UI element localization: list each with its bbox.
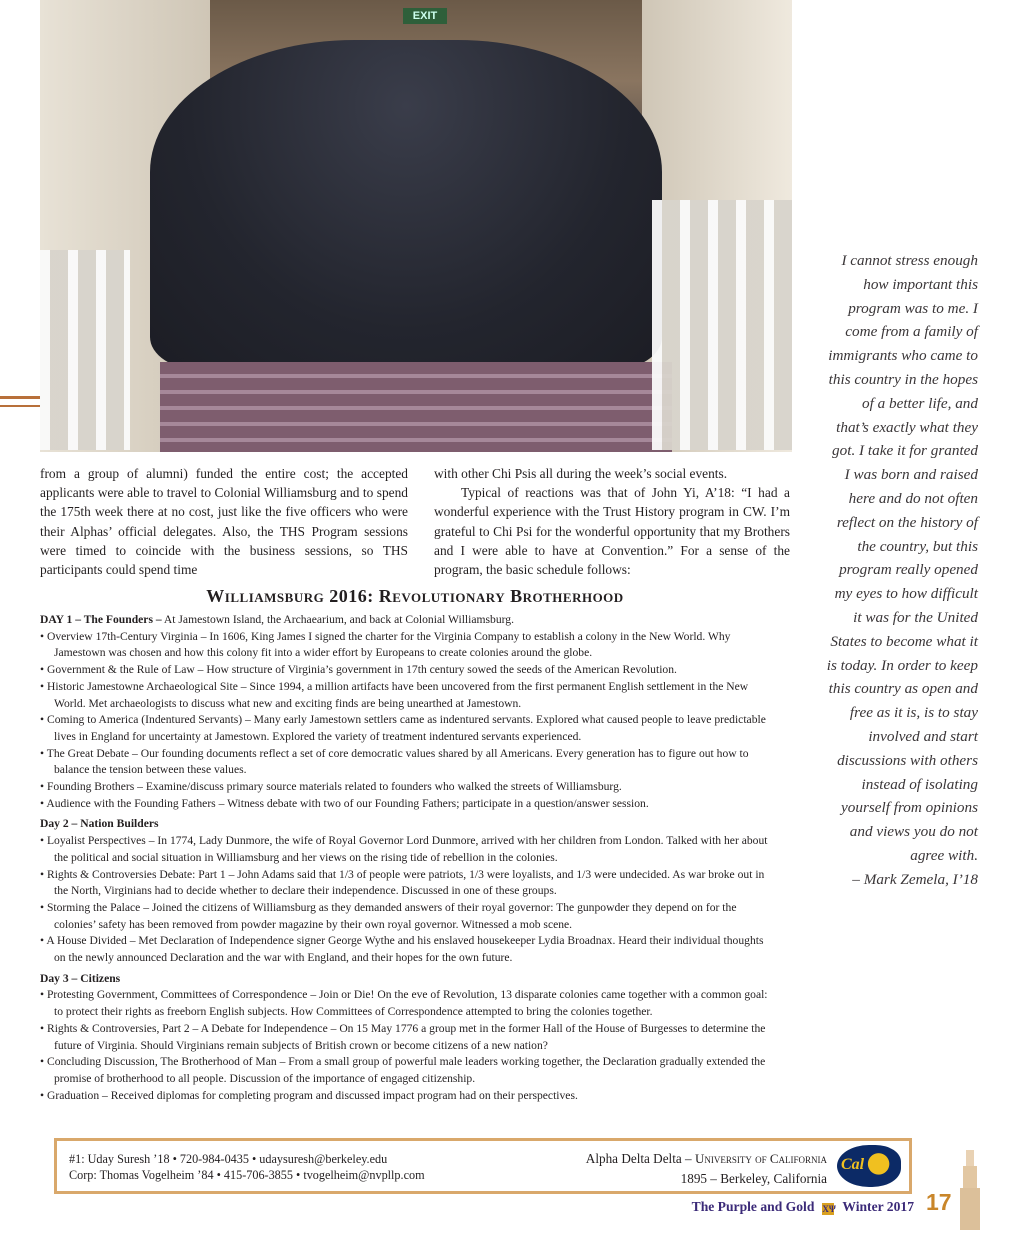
publication-line bbox=[692, 1199, 914, 1215]
day-heading: Day 2 – Nation Builders bbox=[40, 817, 159, 831]
pull-quote-text: I cannot stress enough how important this program was to me. I come from a family of immigrants who came to this country in the hopes of a better life, and that’s exactly what they got. I take it for granted I was born and raised here and do not often reflect on the history of the country, but this program really opened my eyes to how difficult it was for the United States to become what it is today. In order to keep this country as open and free as it is, is to stay involved and start discussions with others instead of isolating yourself from opinions and views you do not agree with. bbox=[826, 252, 978, 864]
accent-rule bbox=[0, 396, 40, 399]
schedule-list bbox=[40, 612, 770, 1104]
photo-carpeted-stairs bbox=[160, 362, 672, 452]
page-number: 17 bbox=[926, 1189, 952, 1215]
schedule-item: • Historic Jamestowne Archaeological Site – Since 1994, a million artifacts have been uncovered from the first permanent English settlement in the New World. Met archaeologists to discuss what new and exciting finds are being unearthed at Jamestown. bbox=[40, 679, 749, 710]
article-paragraph: Typical of reactions was that of John Yi, A’18: “I had a wonderful experience with the Trust History program in CW. I’m grateful to Chi Psi for the wonderful opportunity that my Brothers and I were able to have at Convention.” For a sense of the program, the basic schedule follows: bbox=[434, 485, 790, 578]
schedule-title: Williamsburg 2016: Revolutionary Brotherhood bbox=[206, 586, 624, 606]
chapter-contacts bbox=[69, 1151, 425, 1183]
schedule-item: • A House Divided – Met Declaration of Independence signer George Wythe and his enslaved housekeeper Lydia Broadnax. Heard their individual thoughts on the newly announced Declaration and the war with England, and their hopes for the own future. bbox=[40, 934, 764, 965]
schedule-item: • Loyalist Perspectives – In 1774, Lady Dunmore, the wife of Royal Governor Lord Dunmore, arrived with her children from London. Talked with her about the political and social situation in Williamsburg and her views on the rising tide of rebellion in the colonies. bbox=[40, 834, 768, 864]
article-paragraph: with other Chi Psis all during the week’s social events. bbox=[434, 466, 728, 481]
accent-rule bbox=[0, 405, 40, 407]
schedule-item: • Rights & Controversies, Part 2 – A Debate for Independence – On 15 May 1776 a group met in the former Hall of the House of Burgesses to determine the future of Virginia. Should Virginians remain subjects of British crown or become citizens of a new nation? bbox=[40, 1021, 766, 1052]
chapter-info-box bbox=[54, 1138, 912, 1194]
pull-quote bbox=[826, 249, 978, 892]
article-column-right bbox=[434, 464, 790, 579]
exit-sign: EXIT bbox=[403, 8, 447, 24]
photo-banister-left bbox=[40, 250, 130, 450]
schedule-item: • Concluding Discussion, The Brotherhood of Man – From a small group of powerful male leaders working together, the Declaration gradually extended the promise of brotherhood to all people. Discussion of the importance of engaged citizenship. bbox=[40, 1055, 766, 1085]
day-heading: DAY 1 – The Founders – At Jamestown Island, the Archaearium, and back at Colonial Williamsburg. bbox=[40, 613, 514, 626]
article-paragraph: from a group of alumni) funded the entire cost; the accepted applicants were able to travel to Colonial Williamsburg and to spend the 175th week there at no cost, just like the five officers who were their Alphas’ official delegates. Also, the THS Program sessions were timed to coincide with the business sessions, so THS participants could spend time bbox=[40, 466, 408, 578]
schedule-item: • Audience with the Founding Fathers – Witness debate with two of our Founding Fathers; participate in a question/answer session. bbox=[40, 796, 649, 810]
tower-icon bbox=[958, 1150, 982, 1230]
chi-psi-emblem-icon: ΧΨ bbox=[822, 1204, 836, 1214]
schedule-item: • Protesting Government, Committees of Correspondence – Join or Die! On the eve of Revolution, 13 disparate colonies came together with a common goal: to protect their rights as freeborn English subjects. How Committees of Correspondence attempted to bring the colonies together. bbox=[40, 988, 768, 1019]
pull-quote-attribution: – Mark Zemela, I’18 bbox=[852, 870, 978, 888]
article-column-left bbox=[40, 464, 408, 579]
schedule-item: • The Great Debate – Our founding documents reflect a set of core democratic values shared by all Americans. Every generation has to figure out how to balance the tension between these values. bbox=[40, 746, 749, 777]
photo-banister-right bbox=[652, 200, 792, 450]
schedule-item: • Coming to America (Indentured Servants) – Many early Jamestown settlers came as indentured servants. Explored what caused people to leave predictable lives in England for uncertainty at Jamestown. Explored the variety of treatment indentured servants experienced. bbox=[40, 713, 766, 743]
day-heading: Day 3 – Citizens bbox=[40, 971, 121, 985]
contact-line: #1: Uday Suresh ’18 • 720-984-0435 • udaysuresh@berkeley.edu bbox=[69, 1152, 388, 1166]
group-photo bbox=[40, 0, 792, 452]
schedule-item: • Graduation – Received diplomas for completing program and discussed impact program had on their perspectives. bbox=[40, 1088, 578, 1102]
chapter-name: Alpha Delta Delta – University of California 1895 – Berkeley, California bbox=[586, 1149, 827, 1189]
issue-label: Winter 2017 bbox=[842, 1199, 914, 1214]
schedule-item: • Rights & Controversies Debate: Part 1 – John Adams said that 1/3 of people were patriots, 1/3 were loyalists, and 1/3 were undecided. As war broke out in the North, Virginians had to decide whether to declare their independence. Discussed in one of these groups. bbox=[40, 867, 765, 898]
cal-bear-logo-icon: Cal bbox=[837, 1145, 901, 1187]
photo-group-of-men bbox=[150, 40, 662, 370]
schedule-item: • Government & the Rule of Law – How structure of Virginia’s government in 17th century sowed the seeds of the American Revolution. bbox=[40, 663, 677, 677]
chapter-founded: 1895 – Berkeley, California bbox=[680, 1171, 827, 1186]
schedule-item: • Overview 17th-Century Virginia – In 1606, King James I signed the charter for the Virginia Company to establish a colony in the New World. Why Jamestown was chosen and how this colony fit into a wider effort by Europeans to create colonies around the globe. bbox=[40, 629, 731, 660]
contact-line: Corp: Thomas Vogelheim ’84 • 415-706-3855 • tvogelheim@nvpllp.com bbox=[69, 1168, 425, 1182]
publication-title: The Purple and Gold bbox=[691, 1199, 815, 1214]
schedule-item: • Storming the Palace – Joined the citizens of Williamsburg as they demanded answers of their royal governor: The gunpowder they depend on for the colonies’ safety has been removed from powder magazine by their own royal governor. Witnessed a mob scene. bbox=[40, 900, 737, 931]
schedule-item: • Founding Brothers – Examine/discuss primary source materials related to founders who walked the streets of Williamsburg. bbox=[40, 780, 622, 794]
